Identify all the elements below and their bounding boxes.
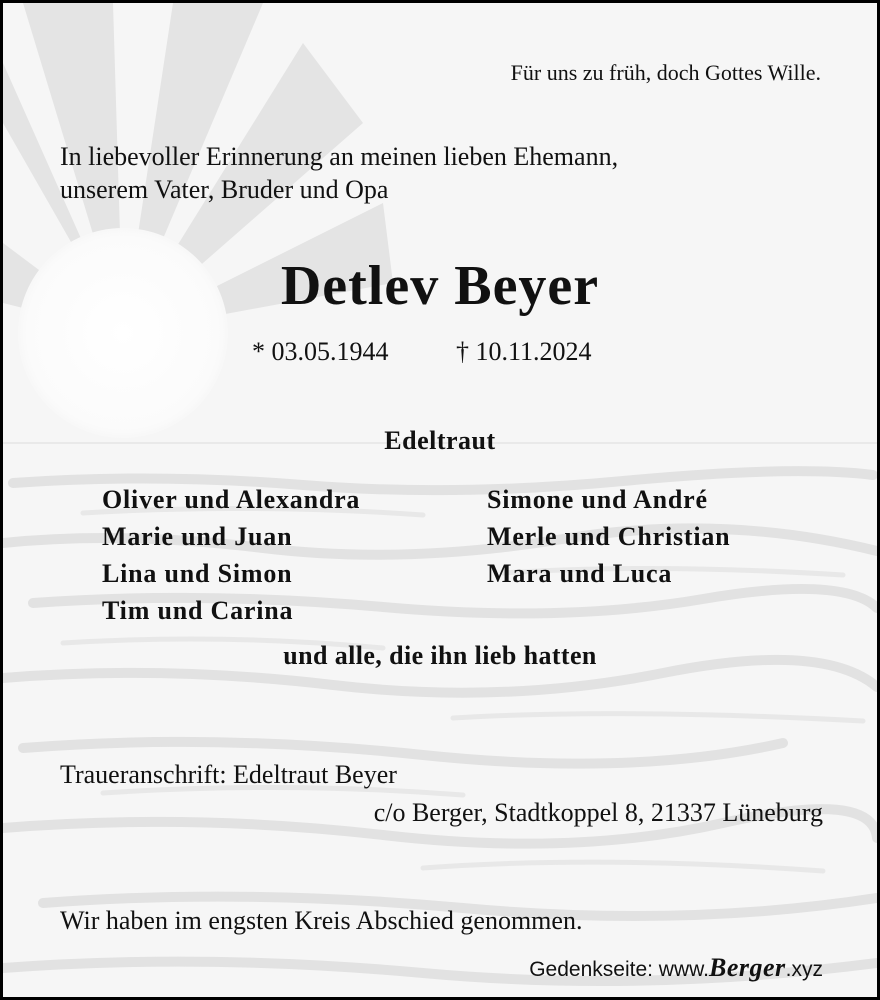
closing-line: und alle, die ihn lieb hatten	[283, 641, 597, 670]
mourning-address-label: Traueranschrift: Edeltraut Beyer	[60, 760, 397, 789]
mourners-right-column	[487, 481, 730, 592]
farewell-note: Wir haben im engsten Kreis Abschied genommen.	[60, 906, 583, 935]
mourner-entry: Marie und Juan	[102, 522, 293, 551]
mourner-entry: Lina und Simon	[102, 559, 293, 588]
mourner-entry: Oliver und Alexandra	[102, 485, 361, 514]
spouse-name: Edeltraut	[384, 426, 496, 455]
intro-line: In liebevoller Erinnerung an meinen lieben Ehemann,	[60, 142, 619, 171]
mourner-entry: Mara und Luca	[487, 559, 673, 588]
website-prefix: Gedenkseite: www.	[529, 958, 709, 981]
motto-text: Für uns zu früh, doch Gottes Wille.	[510, 60, 821, 85]
deceased-name: Detlev Beyer	[280, 255, 600, 317]
memorial-website-link[interactable]	[529, 953, 823, 983]
mourners-left-column	[102, 481, 360, 629]
mourning-address-street: c/o Berger, Stadtkoppel 8, 21337 Lüneburg	[373, 798, 823, 827]
mourner-entry: Merle und Christian	[487, 522, 731, 551]
mourner-entry: Simone und André	[487, 485, 708, 514]
mourner-entry: Tim und Carina	[102, 596, 294, 625]
death-date: † 10.11.2024	[456, 337, 592, 366]
website-brand-logo: Berger	[708, 953, 786, 982]
birth-date: * 03.05.1944	[252, 337, 389, 366]
intro-line: unserem Vater, Bruder und Opa	[60, 175, 389, 204]
intro-text	[60, 140, 618, 206]
website-suffix: .xyz	[785, 958, 823, 981]
